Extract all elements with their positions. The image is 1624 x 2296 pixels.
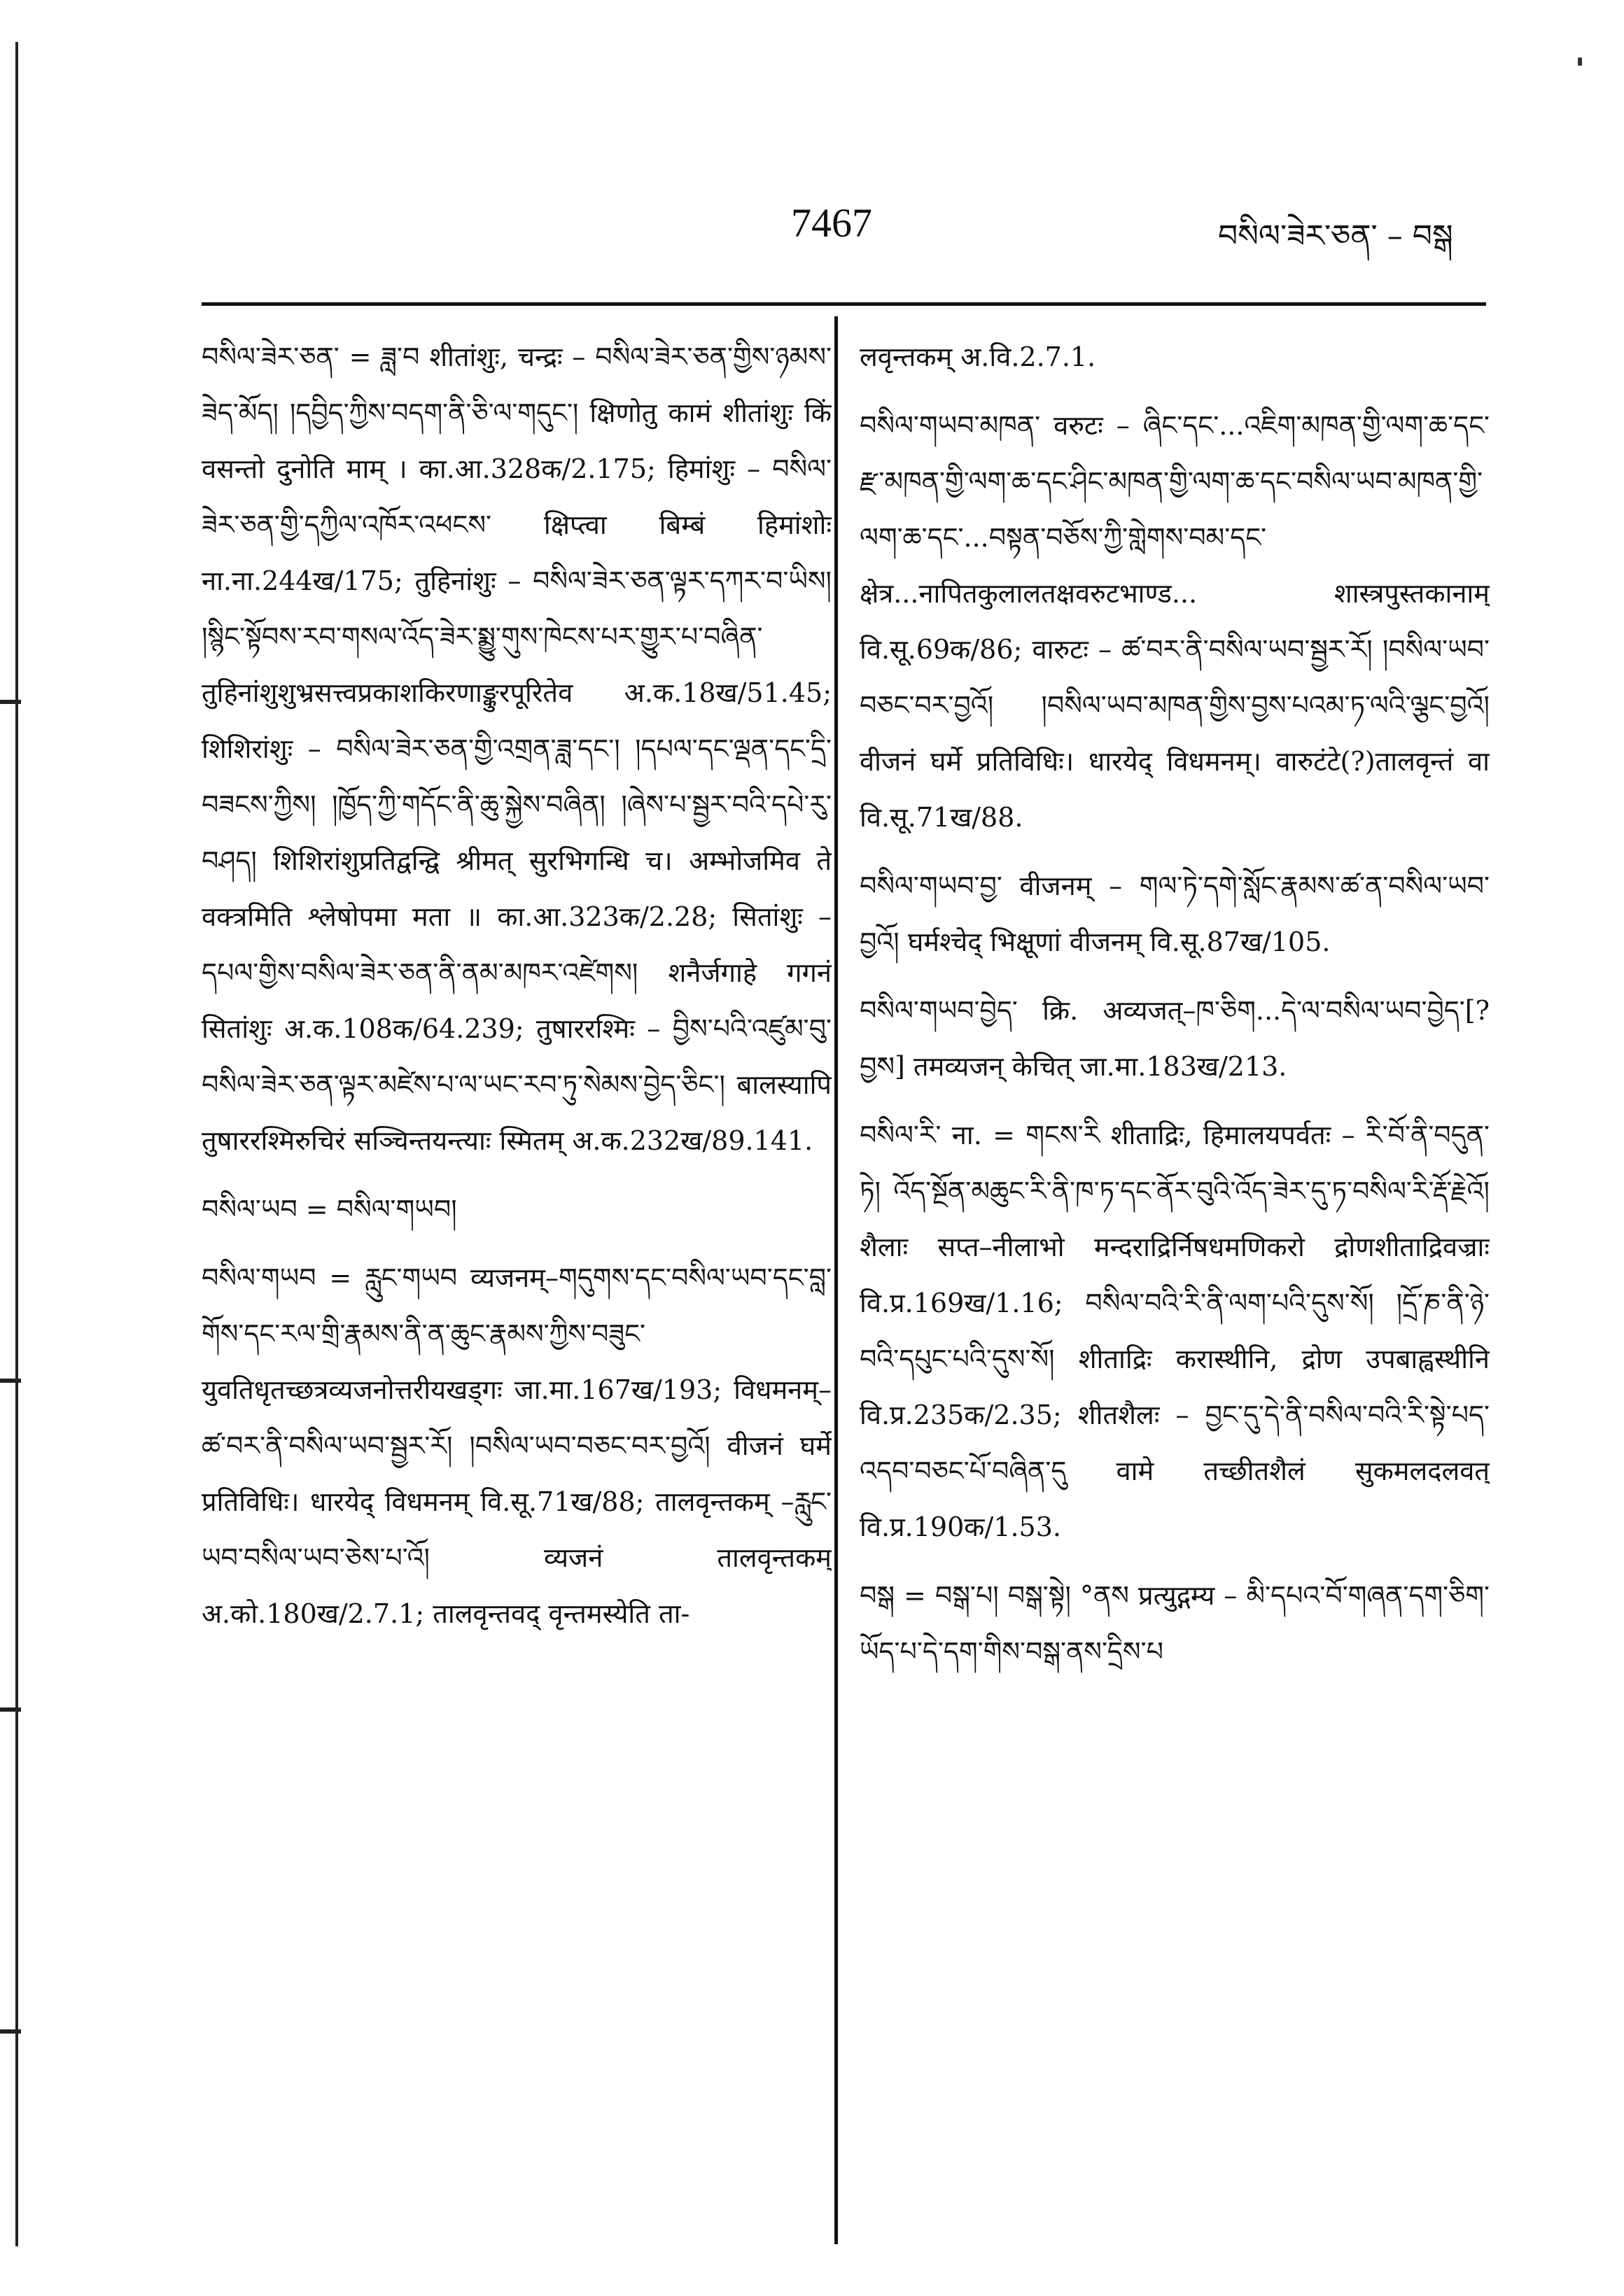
entry-bsil-gyab-bya: བསིལ་གཡབ་བྱ་ वीजनम् – གལ་ཏེ་དགེ་སློང་རྣམས་ཚ་ན་བསིལ་ཡབ་བྱའོ། घर्मश्चेद् भिक्षूणां वीजनम् वि.सू.87ख/105.: [860, 871, 1490, 957]
scan-edge-tick: [0, 700, 21, 704]
scan-edge-tick: [0, 2029, 21, 2034]
entry-bsil-gyab: བསིལ་གཡབ = རླུང་གཡབ व्यजनम्–གདུགས་དང་བསིལ་ཡབ་དང་བླ་གོས་དང་རལ་གྲི་རྣམས་ནི་ན་ཆུང་རྣམས་ཀྱིས་བཟུང་ युवतिधृतच्छत्रव्यजनोत्तरीयखड्गः जा.मा.167ख/193; विधमनम्–ཚ་བར་ནི་བསིལ་ཡབ་སྦྱར་རོ། །བསིལ་ཡབ་བཅང་བར་བྱའོ། वीजनं घर्मे प्रतिविधिः। धारयेद् विधमनम् वि.सू.71ख/88; तालवृन्तकम् –རླུང་ཡབ་བསིལ་ཡབ་ཅེས་པ་འོ། व्यजनं तालवृन्तकम् अ.को.180ख/2.7.1; तालवृन्तवद् वृन्तमस्येति ता-: [202, 1262, 832, 1629]
scan-edge-tick: [0, 1707, 21, 1712]
running-head: བསིལ་ཟེར་ཅན་ – བསྒ: [1218, 218, 1453, 254]
entry-bsil-gyab-mkhan: བསིལ་གཡབ་མཁན་ वरुटः – ཞིང་དང་...འཇིག་མཁན་གྱི་ལག་ཆ་དང་རྫ་མཁན་གྱི་ལག་ཆ་དང་ཤིང་མཁན་གྱི་ལག་ཆ་དང་བསིལ་ཡབ་མཁན་གྱི་ལག་ཆ་དང་...བསྟན་བཅོས་ཀྱི་གླེགས་བམ་དང་ क्षेत्र...नापितकुलालतक्षवरुटभाण्ड... शास्त्रपुस्तकानाम् वि.सू.69क/86; वारुटः – ཚ་བར་ནི་བསིལ་ཡབ་སྦྱར་རོ། །བསིལ་ཡབ་བཅང་བར་བྱའོ། །བསིལ་ཡབ་མཁན་གྱིས་བྱས་པའམ་ཏ་ལའི་ལྕང་བྱའོ། वीजनं घर्मे प्रतिविधिः। धारयेद् विधमनम्। वारुटंटे(?)तालवृन्तं वा वि.सू.71ख/88.: [860, 410, 1490, 833]
entry-bsil-gyab-byed: བསིལ་གཡབ་བྱེད་ क्रि. अव्यजत्–ཁ་ཅིག...དེ་ལ་བསིལ་ཡབ་བྱེད་[? བྱས] तमव्यजन् केचित् जा.मा.183ख/213.: [860, 995, 1490, 1082]
entry-bsil-yab: བསིལ་ཡབ = བསིལ་གཡབ།: [202, 1194, 457, 1225]
scan-edge-line: [15, 42, 18, 2246]
entry-continuation: लवृन्तकम् अ.वि.2.7.1.: [860, 341, 1096, 372]
left-column: [202, 329, 832, 2232]
scan-edge-tick: [0, 1379, 21, 1383]
header-rule: [202, 302, 1486, 306]
entry-bsil-ri: བསིལ་རི་ ना. = གངས་རི शीताद्रिः, हिमालयपर्वतः – རི་བོ་ནི་བདུན་ཏེ། འོད་སྔོན་མཆུང་རི་ནི་ཁ་ཏ་དང་ནོར་བུའི་འོད་ཟེར་དུ་ཏ་བསིལ་རི་རྡོ་རྗེའོ། शैलाः सप्त–नीलाभो मन्दराद्रिर्निषधमणिकरो द्रोणशीताद्रिवज्राः वि.प्र.169ख/1.16; བསིལ་བའི་རི་ནི་ལག་པའི་དུས་སོ། །དྲོ་ཎ་ནི་ཉེ་བའི་དཔུང་པའི་དུས་སོ། शीताद्रिः करास्थीनि, द्रोण उपबाह्वस्थीनि वि.प्र.235क/2.35; शीतशैलः – བྱང་དུ་དེ་ནི་བསིལ་བའི་རི་སྟེ་པད་འདབ་བཅང་པོ་བཞིན་དུ वामे तच्छीतशैलं सुकमलदलवत् वि.प्र.190क/1.53.: [860, 1120, 1490, 1542]
entry-bsil-zer-can: བསིལ་ཟེར་ཅན་ = ཟླ་བ शीतांशुः, चन्द्रः – བསིལ་ཟེར་ཅན་གྱིས་ཉམས་ཟེད་མོད། །དབྱིད་ཀྱིས་བདག་ནི་ཅི་ལ་གདུང༌། क्षिणोतु कामं शीतांशुः किं वसन्तो दुनोति माम् । का.आ.328क/2.175; हिमांशुः – བསིལ་ཟེར་ཅན་གྱི་དཀྱིལ་འཁོར་འཕངས་ क्षिप्त्वा बिम्बं हिमांशोः ना.ना.244ख/175; तुहिनांशुः – བསིལ་ཟེར་ཅན་ལྟར་དཀར་བ་ཡིས། །སྙིང་སྟོབས་རབ་གསལ་འོད་ཟེར་སྨྱུ་གུས་ཁེངས་པར་གྱུར་པ་བཞིན་ तुहिनांशुशुभ्रसत्त्वप्रकाशकिरणाङ्कुरपूरितेव अ.क.18ख/51.45; शिशिरांशुः – བསིལ་ཟེར་ཅན་གྱི་འགྲན་ཟླ་དང་། །དཔལ་དང་ལྡན་དང་དྲི་བཟངས་ཀྱིས། །ཁྱོད་ཀྱི་གདོང་ནི་ཆུ་སྐྱེས་བཞིན། །ཞེས་པ་སྦྱར་བའི་དཔེ་རུ་བཤད། शिशिरांशुप्रतिद्वन्द्वि श्रीमत् सुरभिगन्धि च। अम्भोजमिव ते वक्त्रमिति श्लेषोपमा मता ॥ का.आ.323क/2.28; सितांशुः – དཔལ་གྱིས་བསིལ་ཟེར་ཅན་ནི་ནམ་མཁར་འཛེགས། शनैर्जगाहे गगनं सितांशुः अ.क.108क/64.239; तुषाररश्मिः – བྱིས་པའི་འཛུམ་བུ་བསིལ་ཟེར་ཅན་ལྟར་མཛེས་པ་ལ་ཡང་རབ་ཏུ་སེམས་བྱེད་ཅིང་། बालस्यापि तुषाररश्मिरुचिरं सञ्चिन्तयन्त्याः स्मितम् अ.क.232ख/89.141.: [202, 341, 832, 1156]
right-column: [860, 329, 1490, 2232]
page-number: 7467: [791, 200, 872, 246]
column-divider: [834, 316, 838, 2244]
entry-bsgo: བསྒ = བསྒ་པ། བསྒ་སྟེ། °ནས प्रत्युद्गम्य – མི་དཔའ་བོ་གཞན་དག་ཅིག་ཡོད་པ་དེ་དག་གིས་བསྒ་ནས་དྲིས་པ: [860, 1580, 1490, 1667]
scan-dot: [1578, 57, 1582, 66]
